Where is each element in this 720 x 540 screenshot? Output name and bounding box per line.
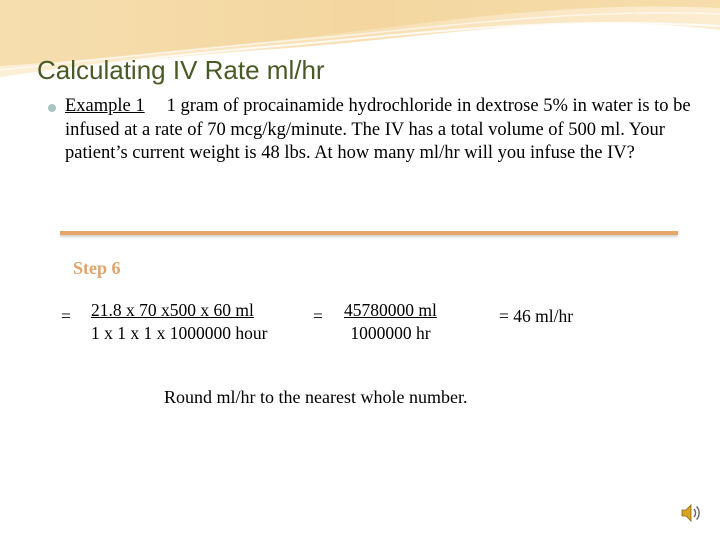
example-paragraph <box>65 95 695 166</box>
bullet-icon <box>48 104 56 112</box>
fraction-1-numerator: 21.8 x 70 x500 x 60 ml <box>91 300 254 320</box>
fraction-1 <box>91 299 267 345</box>
rounding-note: Round ml/hr to the nearest whole number. <box>164 387 468 407</box>
fraction-1-denominator: 1 x 1 x 1 x 1000000 hour <box>91 323 268 343</box>
example-label: Example 1 <box>65 96 145 116</box>
divider-line <box>60 231 678 235</box>
result-text: = 46 ml/hr <box>499 306 574 326</box>
step-label: Step 6 <box>73 258 121 278</box>
fraction-2-numerator: 45780000 ml <box>344 300 437 320</box>
equals-sign-1: = <box>61 306 71 326</box>
equals-sign-2: = <box>313 306 323 326</box>
slide-title: Calculating IV Rate ml/hr <box>37 55 325 85</box>
fraction-2-denominator: 1000000 hr <box>350 323 431 343</box>
fraction-2 <box>344 299 437 345</box>
speaker-icon[interactable] <box>680 503 704 523</box>
example-text: 1 gram of procainamide hydrochloride in dextrose 5% in water is to be infused at a rate of 70 mcg/kg/minute. The IV has a total volume of 500 ml. Your patient’s current weight is 48 lbs. At how many ml/hr will you infuse the IV? <box>65 96 691 163</box>
